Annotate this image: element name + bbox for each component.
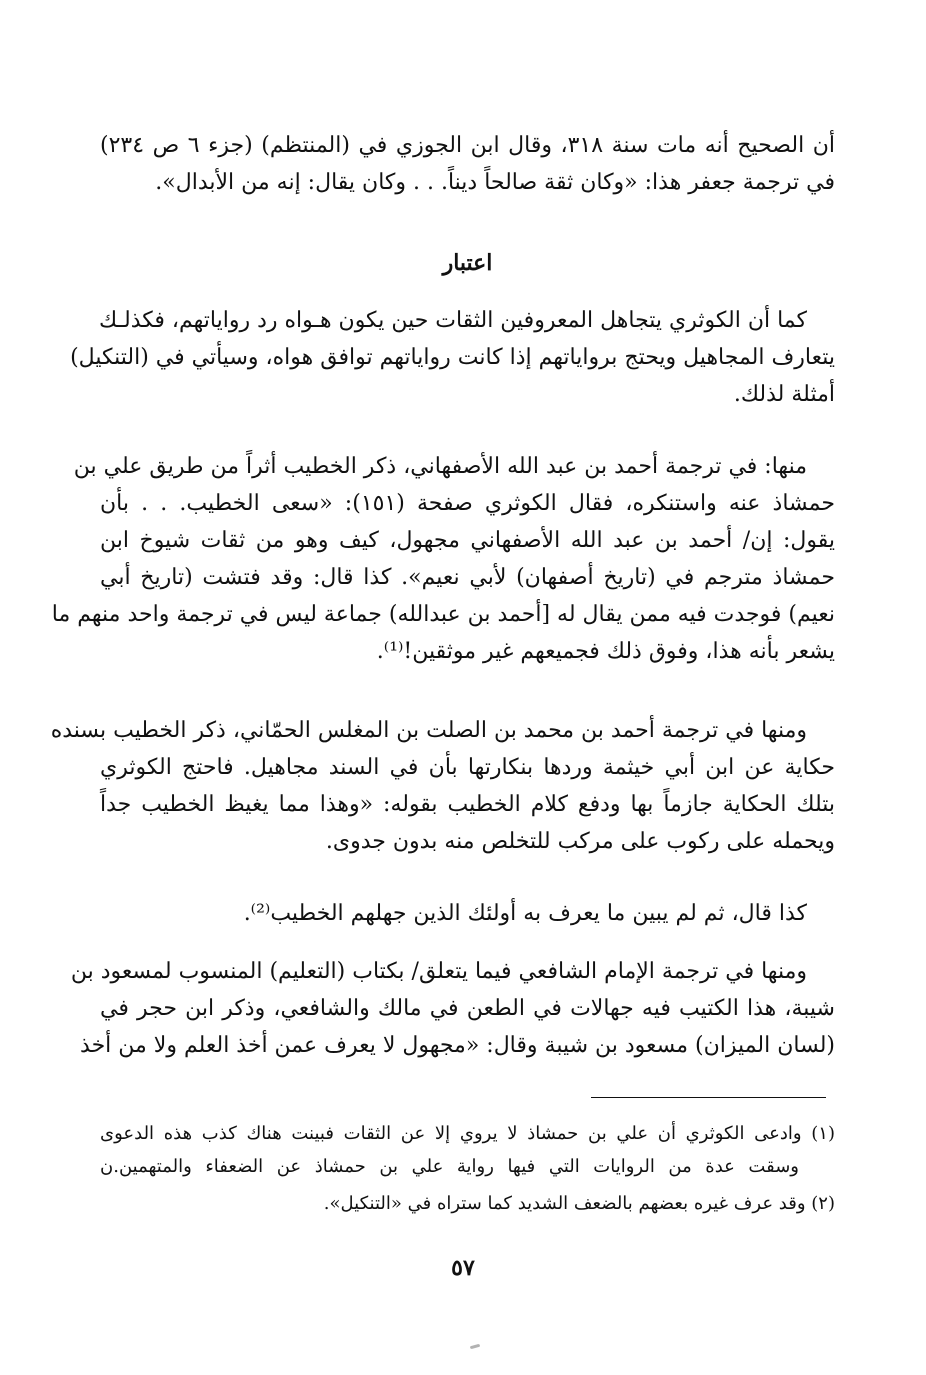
text-line: حكاية عن ابن أبي خيثمة وردها بنكارتها بأن في السند مجاهيل. فاحتج الكوثري	[100, 755, 835, 780]
text-line: حمشاذ عنه واستنكره، فقال الكوثري صفحة (١٥١): «سعى الخطيب. . . بأن	[100, 491, 836, 516]
text-line: يتعارف المجاهيل ويحتج برواياتهم إذا كانت رواياتهم توافق هواه، وسيأتي في (التنكيل)	[70, 345, 835, 370]
section-heading: اعتبار	[442, 250, 493, 276]
text-line: بتلك الحكاية جازماً بها ودفع كلام الخطيب بقوله: «وهذا مما يغيظ الخطيب جداً	[100, 792, 835, 817]
text-line: منها: في ترجمة أحمد بن عبد الله الأصفهاني، ذكر الخطيب أثراً من طريق علي بن	[73, 454, 807, 479]
text-line: أن الصحيح أنه مات سنة ٣١٨، وقال ابن الجوزي في (المنتظم) (جزء ٦ ص ٢٣٤)	[100, 133, 836, 158]
paragraph-4	[50, 712, 835, 860]
paragraph-6	[70, 953, 835, 1064]
paragraph-1	[100, 127, 835, 201]
text-line: يقول: إن/ أحمد بن عبد الله الأصفهاني مجهول، كيف وهو من ثقات شيوخ ابن	[100, 528, 835, 553]
paragraph-3	[51, 448, 836, 670]
text-line: ومنها في ترجمة الإمام الشافعي فيما يتعلق/ بكتاب (التعليم) المنسوب لمسعود بن	[70, 959, 807, 984]
paragraph-5	[100, 895, 835, 932]
scan-mark	[470, 1344, 480, 1349]
text-line: في ترجمة جعفر هذا: «وكان ثقة صالحاً ديناً. . . وكان يقال: إنه من الأبدال».	[155, 170, 835, 195]
text-line: يشعر بأنه هذا، وفوق ذلك فجميعهم غير موثقين!⁽¹⁾.	[376, 639, 835, 664]
text-line: حمشاذ مترجم في (تاريخ أصفهان) لأبي نعيم». كذا قال: وقد فتشت (تاريخ أبي	[100, 565, 835, 590]
text-line: (لسان الميزان) مسعود بن شيبة وقال: «مجهول لا يعرف عمن أخذ العلم ولا من أخذ	[80, 1033, 835, 1058]
text-line: نعيم) فوجدت فيه ممن يقال له [أحمد بن عبدالله) جماعة ليس في ترجمة واحد منهم ما	[51, 602, 835, 627]
footnote-line: (٢) وقد عرف غيره بعضهم بالضعف الشديد كما ستراه في «التنكيل».	[323, 1193, 835, 1214]
footnote-divider	[591, 1097, 826, 1098]
page-number: ٥٧	[451, 1255, 475, 1281]
text-line: كما أن الكوثري يتجاهل المعروفين الثقات حين يكون هـواه رد رواياتهم، فكذلـك	[99, 308, 807, 333]
text-line: ومنها في ترجمة أحمد بن محمد بن الصلت بن المغلس الحمّاني، ذكر الخطيب بسنده	[50, 718, 807, 743]
footnote-line: وسقت عدة من الروايات التي فيها رواية علي بن حمشاذ عن الضعفاء والمتهمين.ن	[100, 1156, 799, 1177]
footnote-line: (١) وادعى الكوثري أن علي بن حمشاذ لا يروي إلا عن الثقات فبينت هناك كذب هذه الدعوى	[100, 1123, 835, 1144]
text-line: أمثلة لذلك.	[733, 382, 835, 407]
text-line: ويحمله على ركوب على مركب للتخلص منه بدون جدوى.	[325, 829, 835, 854]
footnote-2	[100, 1187, 835, 1220]
text-line: كذا قال، ثم لم يبين ما يعرف به أولئك الذين جهلهم الخطيب⁽²⁾.	[243, 901, 807, 926]
paragraph-2	[70, 302, 835, 413]
text-line: شيبة، هذا الكتيب فيه جهالات في الطعن في مالك والشافعي، وذكر ابن حجر في	[100, 996, 835, 1021]
footnote-1	[100, 1117, 835, 1183]
